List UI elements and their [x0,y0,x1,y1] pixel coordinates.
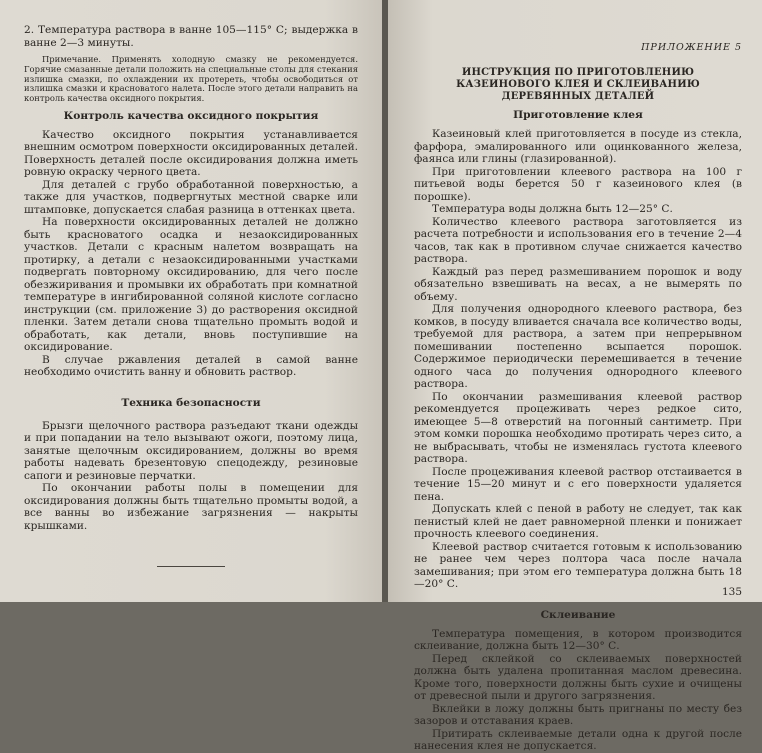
heading-glue-preparation: Приготовление клея [513,109,643,121]
paragraph-prep-10: Клеевой раствор считается готовым к использованию не ранее чем через полтора часа после начала замешивания; при этом его температура должна быть 18—20° С. [414,540,742,590]
paragraph-quality-4: В случае ржавления деталей в самой ванне необходимо очистить ванну и обновить раствор. [24,353,358,379]
paragraph-prep-2: При приготовлении клеевого раствора на 100 г питьевой воды берется 50 г казеинового клея (в порошке). [414,165,742,203]
heading-safety: Техника безопасности [121,396,261,409]
paragraph-gluing-2: Перед склейкой со склеиваемых поверхностей должна быть удалена пропитанная маслом древесина. Кроме того, поверхности должны быть сухие и очищены от древесной пыли и другого загрязнения. [414,652,742,702]
heading-gluing: Склеивание [540,608,616,621]
paragraph-prep-8: После процеживания клеевой раствор отстаивается в течение 15—20 минут и с его поверхности удаляется пена. [414,465,742,503]
paragraph-gluing-1: Температура помещения, в котором производится склеивание, должна быть 12—30° С. [414,627,742,652]
right-page [388,0,762,752]
paragraph-gluing-3: Вклейки в ложу должны быть пригнаны по месту без зазоров и отставания краев. [414,702,742,727]
paragraph-prep-4: Количество клеевого раствора заготовляется из расчета потребности и использования его в течение 2—4 часов, так как в противном случае снижается качество раствора. [414,215,742,265]
paragraph-prep-1: Казеиновый клей приготовляется в посуде из стекла, фарфора, эмалированного или оцинкованного железа, фаянса или глины (глазированной). [414,128,742,165]
paragraph-quality-3: На поверхности оксидированных деталей не должно быть красноватого осадка и незаоксидированных участков. Детали с красным налетом возвращать на протирку, а детали с незаоксидированными участками подвергать повторному оксидированию, для чего после обезжиривания и промывки их обработать при комнатной температуре в ингибированной соляной кислоте согласно инструкции (см. приложение 3) до растворения оксидной пленки. Затем детали снова тщательно промыть водой и обработать, как детали, вновь поступившие на оксидирование. [24,216,358,354]
paragraph-prep-7: По окончании размешивания клеевой раствор рекомендуется процеживать через редкое сито, имеющее 5—8 отверстий на погонный сантиметр. При этом комки порошка необходимо протирать через сито, а не выбрасывать, чтобы не изменялась густота клеевого раствора. [414,390,742,465]
paragraph-prep-5: Каждый раз перед размешиванием порошок и воду обязательно взвешивать на весах, а не вымерять по объему. [414,265,742,303]
appendix-label: ПРИЛОЖЕНИЕ 5 [641,42,742,53]
paragraph-prep-9: Допускать клей с пеной в работу не следует, так как пенистый клей не дает равномерной пленки и понижает прочность клеевого соединения. [414,503,742,540]
paragraph-temperature: 2. Температура раствора в ванне 105—115° С; выдержка в ванне 2—3 минуты. [24,24,358,49]
paragraph-prep-3: Температура воды должна быть 12—25° С. [432,203,673,215]
instruction-title: ИНСТРУКЦИЯ ПО ПРИГОТОВЛЕНИЮ КАЗЕИНОВОГО КЛЕЯ И СКЛЕИВАНИЮ ДЕРЕВЯННЫХ ДЕТАЛЕЙ [456,67,700,102]
divider-rule [157,566,225,567]
page-number: 135 [721,586,742,598]
paragraph-safety-2: По окончании работы полы в помещении для оксидирования должны быть тщательно промыты водой, а все ванны во избежание загрязнения — накрыты крышками. [24,482,358,532]
left-page [0,0,382,602]
heading-quality-control: Контроль качества оксидного покрытия [63,109,319,122]
paragraph-quality-1: Качество оксидного покрытия устанавливается внешним осмотром поверхности оксидированных деталей. Поверхность деталей после оксидирования должна иметь ровную окраску черного цвета. [24,128,358,179]
paragraph-safety-1: Брызги щелочного раствора разъедают ткани одежды и при попадании на тело вызывают ожоги, поэтому лица, занятые щелочным оксидированием, должны во время работы надевать брезентовую спецодежду, резиновые сапоги и резиновые перчатки. [24,419,358,482]
paragraph-gluing-4: Притирать склеиваемые детали одна к другой после нанесения клея не допускается. [414,727,742,752]
note-paragraph: Примечание. Применять холодную смазку не рекомендуется. Горячие смазанные детали положить на специальные столы для стекания излишка смазки, по охлаждении их протереть, чтобы освободиться от излишка смазки и красноватого налета. После этого детали направить на контроль качества оксидного покрытия. [24,54,358,104]
paragraph-prep-6: Для получения однородного клеевого раствора, без комков, в посуду вливается сначала все количество воды, требуемой для раствора, а затем при непрерывном помешивании постепенно всыпается порошок. Содержимое периодически перемешивается в течение одного часа до получения однородного клеевого раствора. [414,303,742,390]
paragraph-quality-2: Для деталей с грубо обработанной поверхностью, а также для участков, подвергнутых местной сварке или штамповке, допускается слабая разница в оттенках цвета. [24,178,358,216]
